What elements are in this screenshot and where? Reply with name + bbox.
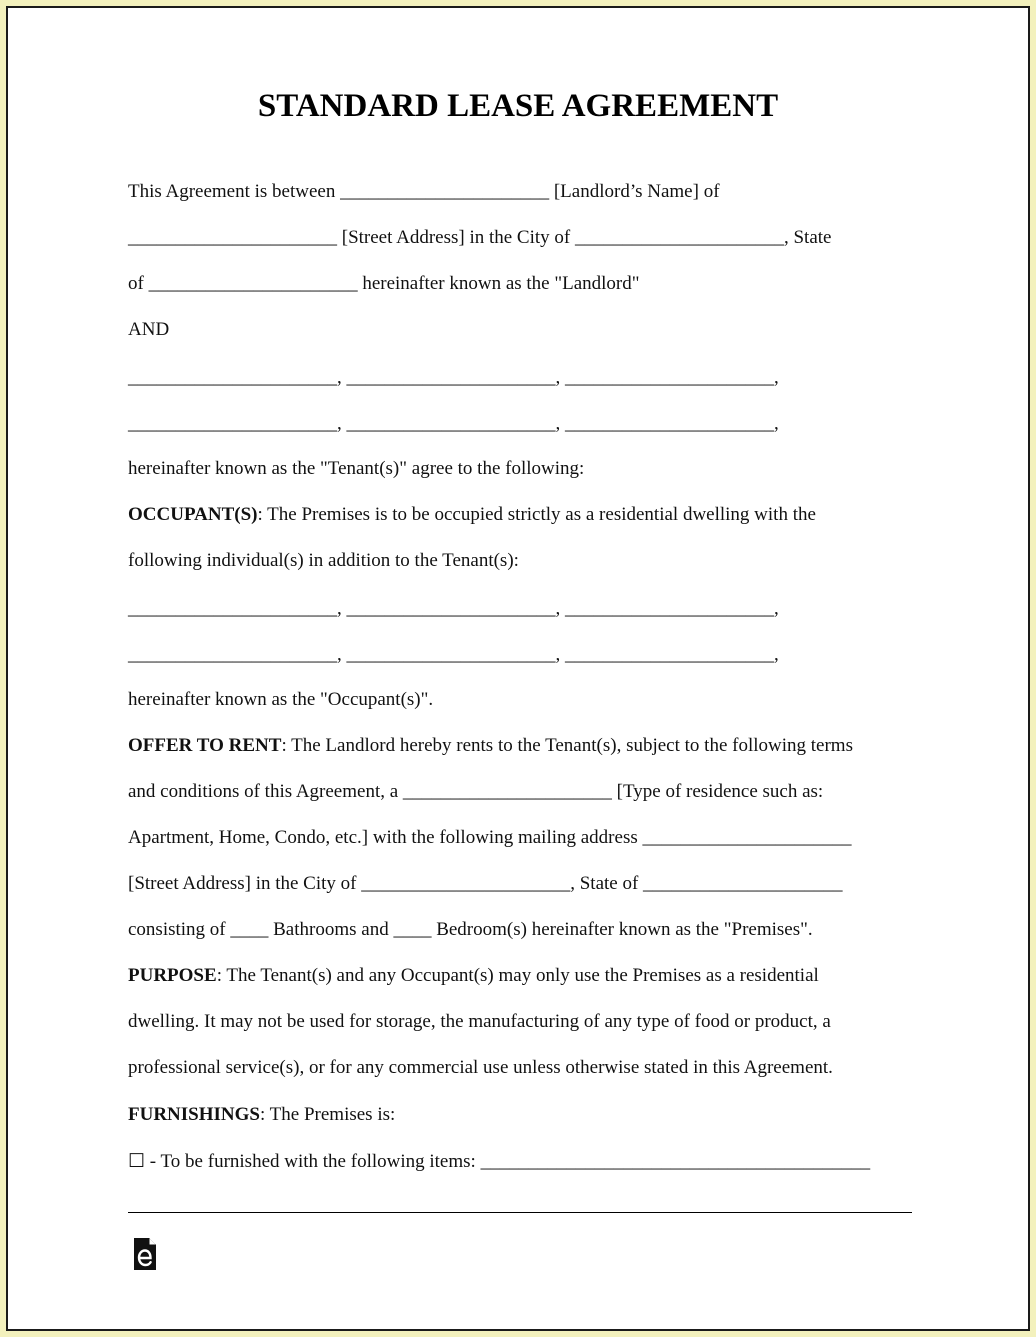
offer-line-2: and conditions of this Agreement, a ______________________ [Type of residence such as: [128,781,824,802]
document-page [6,6,1030,1331]
offer-heading: OFFER TO RENT [128,735,282,756]
purpose-line-2: dwelling. It may not be used for storage, the manufacturing of any type of food or product, a [128,1011,831,1032]
agreement-line-2: ______________________ [Street Address] in the City of ______________________, State [128,227,832,248]
offer-text: : The Landlord hereby rents to the Tenant(s), subject to the following terms [281,735,853,756]
footer-divider [128,1212,912,1213]
purpose-line-3: professional service(s), or for any commercial use unless otherwise stated in this Agreement. [128,1057,833,1078]
agreement-line-1: This Agreement is between ______________________ [Landlord’s Name] of [128,181,720,202]
occupants-clause [128,503,816,527]
furnished-checkbox[interactable]: ☐ [128,1151,146,1172]
agreement-line-3: of ______________________ hereinafter known as the "Landlord" [128,273,640,294]
furnishings-heading: FURNISHINGS [128,1104,260,1125]
furnished-option-label: - To be furnished with the following items: _________________________________________ [145,1151,871,1172]
furnishings-text: : The Premises is: [259,1104,396,1125]
eforms-logo-icon [132,1236,158,1272]
offer-line-4: [Street Address] in the City of ______________________, State of _____________________ [128,873,843,894]
occupants-heading: OCCUPANT(S) [128,504,258,525]
furnishings-clause [128,1103,395,1127]
purpose-text: : The Tenant(s) and any Occupant(s) may only use the Premises as a residential [216,965,819,986]
offer-clause [128,734,853,758]
furnished-option [128,1150,870,1174]
document-title: STANDARD LEASE AGREEMENT [257,88,779,124]
purpose-clause [128,964,819,988]
purpose-heading: PURPOSE [128,965,217,986]
occupants-known-as: hereinafter known as the "Occupant(s)". [128,689,434,710]
offer-line-5: consisting of ____ Bathrooms and ____ Bedroom(s) hereinafter known as the "Premises". [128,919,813,940]
occupant-blanks-1: ______________________, ______________________, ______________________, [128,598,779,619]
tenant-known-as: hereinafter known as the "Tenant(s)" agree to the following: [128,458,585,479]
tenant-blanks-1: ______________________, ______________________, ______________________, [128,367,779,388]
occupant-blanks-2: ______________________, ______________________, ______________________, [128,644,779,665]
offer-line-3: Apartment, Home, Condo, etc.] with the following mailing address ______________________ [128,827,852,848]
tenant-blanks-2: ______________________, ______________________, ______________________, [128,413,779,434]
and-line: AND [128,319,170,340]
occupants-text: : The Premises is to be occupied strictly as a residential dwelling with the [257,504,816,525]
occupants-line-2: following individual(s) in addition to the Tenant(s): [128,550,519,571]
